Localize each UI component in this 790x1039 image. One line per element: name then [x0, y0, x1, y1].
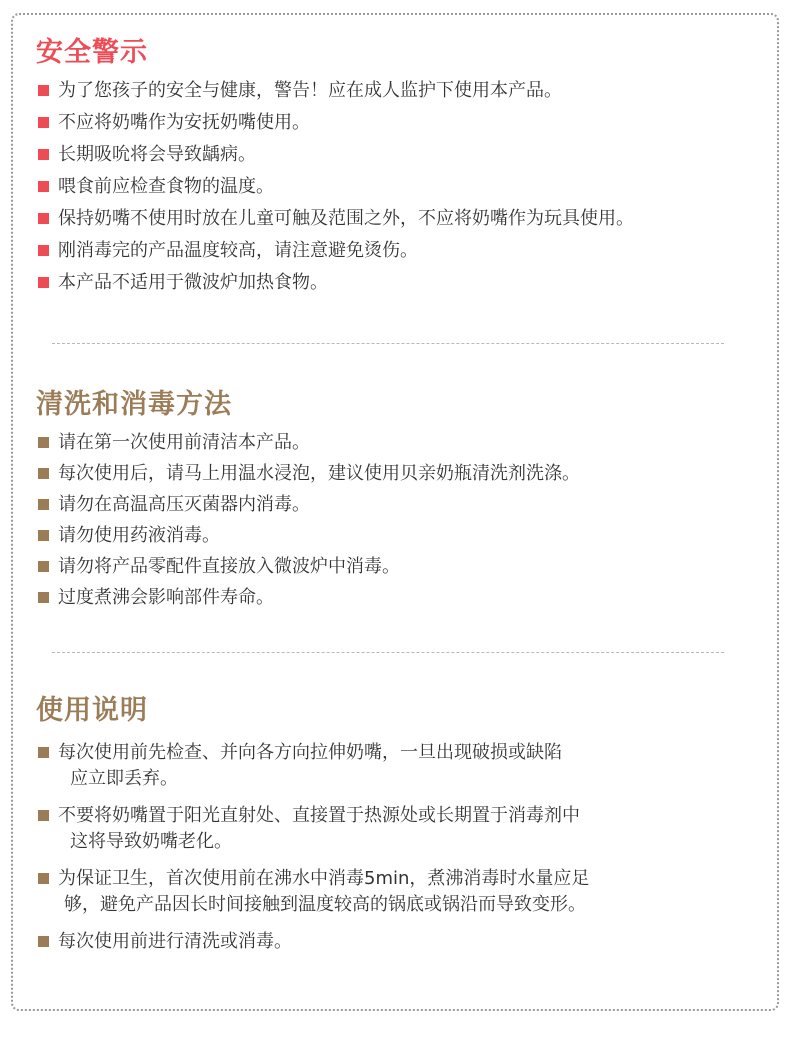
list-item [36, 206, 756, 232]
square-bullet-icon [38, 245, 49, 256]
square-bullet-icon [38, 747, 49, 758]
square-bullet-icon [38, 499, 49, 510]
cleaning-list [36, 430, 756, 611]
square-bullet-icon [38, 149, 49, 160]
list-item [36, 929, 756, 955]
item-text: 长期吸吮将会导致龋病。 [58, 144, 256, 165]
list-item [36, 492, 756, 518]
dashed-divider [52, 343, 724, 344]
list-item [36, 110, 756, 136]
item-text-continued: 应立即丢弃。 [70, 768, 178, 789]
list-item [36, 803, 756, 855]
safety-warning-title: 安全警示 [36, 37, 148, 68]
usage-section [36, 694, 756, 966]
item-text: 请勿在高温高压灭菌器内消毒。 [58, 494, 310, 515]
list-item [36, 142, 756, 168]
item-text: 不要将奶嘴置于阳光直射处、直接置于热源处或长期置于消毒剂中 [58, 805, 580, 826]
list-item [36, 740, 756, 792]
square-bullet-icon [38, 873, 49, 884]
square-bullet-icon [38, 181, 49, 192]
item-text: 本产品不适用于微波炉加热食物。 [58, 272, 328, 293]
square-bullet-icon [38, 468, 49, 479]
usage-title: 使用说明 [36, 695, 148, 726]
cleaning-section [36, 388, 756, 616]
square-bullet-icon [38, 530, 49, 541]
list-item [36, 523, 756, 549]
safety-warning-section [36, 36, 756, 302]
item-text-continued: 够，避免产品因长时间接触到温度较高的锅底或锅沿而导致变形。 [64, 894, 586, 915]
item-text: 不应将奶嘴作为安抚奶嘴使用。 [58, 112, 310, 133]
item-text: 请勿将产品零配件直接放入微波炉中消毒。 [58, 556, 400, 577]
item-text: 为保证卫生，首次使用前在沸水中消毒5min，煮沸消毒时水量应足 [58, 868, 590, 889]
square-bullet-icon [38, 437, 49, 448]
square-bullet-icon [38, 810, 49, 821]
list-item [36, 461, 756, 487]
safety-warning-list [36, 78, 756, 296]
square-bullet-icon [38, 277, 49, 288]
square-bullet-icon [38, 592, 49, 603]
list-item [36, 238, 756, 264]
square-bullet-icon [38, 936, 49, 947]
item-text-continued: 这将导致奶嘴老化。 [70, 831, 232, 852]
item-text: 为了您孩子的安全与健康，警告！应在成人监护下使用本产品。 [58, 80, 562, 101]
square-bullet-icon [38, 117, 49, 128]
list-item [36, 585, 756, 611]
list-item [36, 430, 756, 456]
cleaning-title: 清洗和消毒方法 [36, 389, 232, 420]
item-text: 每次使用前先检查、并向各方向拉伸奶嘴，一旦出现破损或缺陷 [58, 742, 562, 763]
list-item [36, 78, 756, 104]
dashed-divider [52, 652, 724, 653]
list-item [36, 554, 756, 580]
item-text: 喂食前应检查食物的温度。 [58, 176, 274, 197]
square-bullet-icon [38, 561, 49, 572]
item-text: 每次使用后，请马上用温水浸泡，建议使用贝亲奶瓶清洗剂洗涤。 [58, 463, 580, 484]
item-text: 请在第一次使用前清洁本产品。 [58, 432, 310, 453]
list-item [36, 174, 756, 200]
item-text: 请勿使用药液消毒。 [58, 525, 220, 546]
item-text: 保持奶嘴不使用时放在儿童可触及范围之外，不应将奶嘴作为玩具使用。 [58, 208, 634, 229]
item-text: 每次使用前进行清洗或消毒。 [58, 931, 292, 952]
item-text: 过度煮沸会影响部件寿命。 [58, 587, 274, 608]
usage-list [36, 740, 756, 955]
list-item [36, 270, 756, 296]
list-item [36, 866, 756, 918]
item-text: 刚消毒完的产品温度较高，请注意避免烫伤。 [58, 240, 418, 261]
square-bullet-icon [38, 213, 49, 224]
square-bullet-icon [38, 85, 49, 96]
